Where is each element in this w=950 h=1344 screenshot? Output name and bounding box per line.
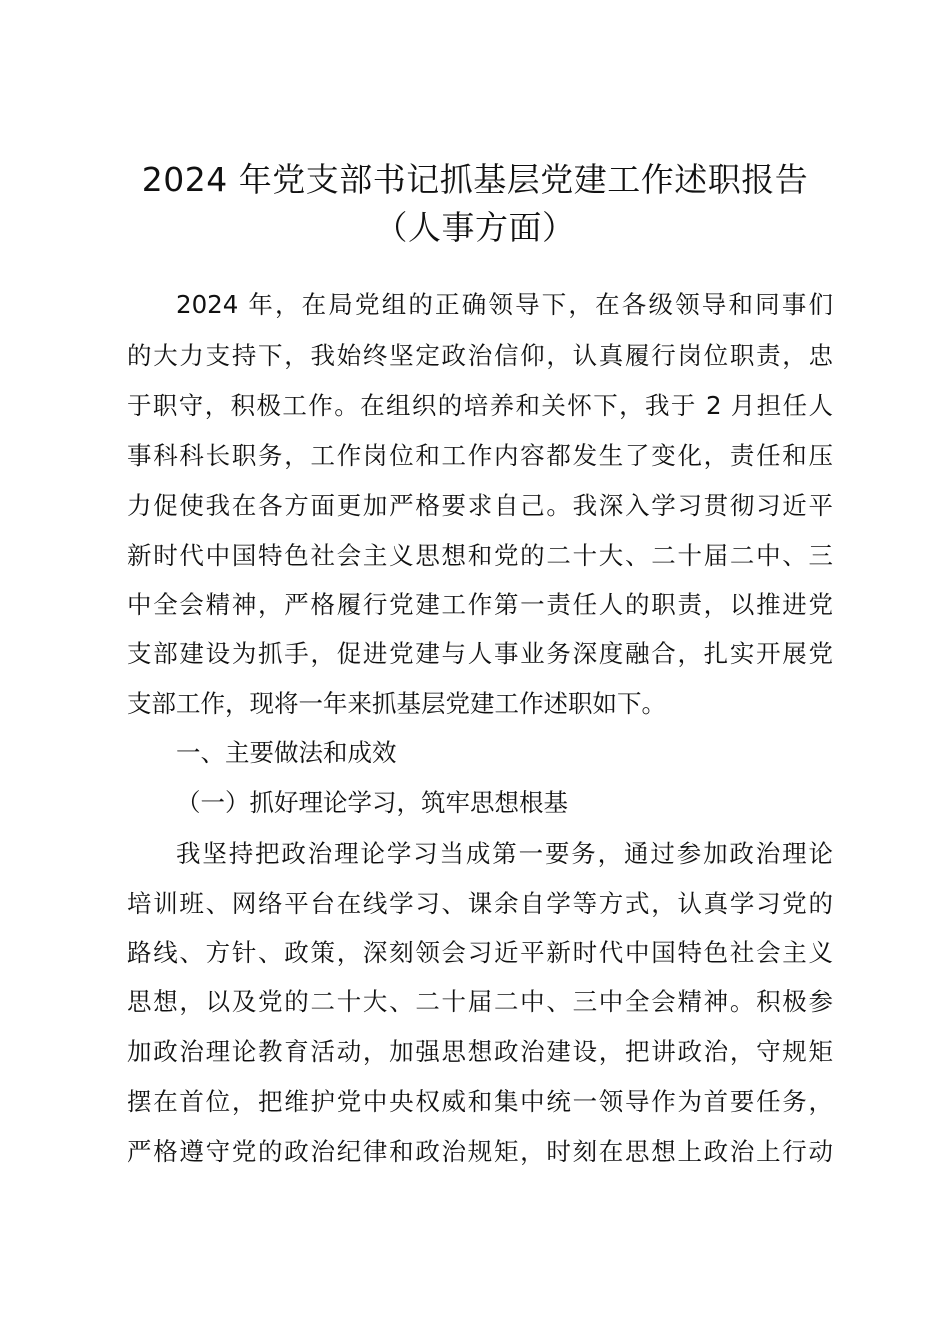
document-title-line-2: （人事方面）: [374, 208, 576, 247]
body-line: 支部工作，现将一年来抓基层党建工作述职如下。: [127, 689, 666, 718]
body-line: 2024 年，在局党组的正确领导下，在各级领导和同事们: [176, 290, 833, 319]
body-line: 加政治理论教育活动，加强思想政治建设，把讲政治，守规矩: [127, 1037, 833, 1066]
section-heading: 一、主要做法和成效: [176, 738, 397, 767]
subsection-heading: （一）抓好理论学习，筑牢思想根基: [176, 788, 568, 817]
body-line: 思想，以及党的二十大、二十届二中、三中全会精神。积极参: [127, 987, 833, 1016]
body-line: 路线、方针、政策，深刻领会习近平新时代中国特色社会主义: [127, 938, 833, 967]
document-title-line-1: 2024 年党支部书记抓基层党建工作述职报告: [141, 160, 809, 199]
body-line: 培训班、网络平台在线学习、课余自学等方式，认真学习党的: [127, 889, 833, 918]
body-line: 力促使我在各方面更加严格要求自己。我深入学习贯彻习近平: [127, 491, 833, 520]
body-line: 我坚持把政治理论学习当成第一要务，通过参加政治理论: [176, 839, 833, 868]
body-line: 中全会精神，严格履行党建工作第一责任人的职责，以推进党: [127, 590, 833, 619]
body-line: 支部建设为抓手，促进党建与人事业务深度融合，扎实开展党: [127, 639, 833, 668]
body-line: 于职守，积极工作。在组织的培养和关怀下，我于 2 月担任人: [127, 391, 833, 420]
body-line: 新时代中国特色社会主义思想和党的二十大、二十届二中、三: [127, 541, 833, 570]
body-line: 摆在首位，把维护党中央权威和集中统一领导作为首要任务，: [127, 1087, 833, 1116]
body-line: 严格遵守党的政治纪律和政治规矩，时刻在思想上政治上行动: [127, 1137, 833, 1166]
body-line: 的大力支持下，我始终坚定政治信仰，认真履行岗位职责，忠: [127, 341, 833, 370]
body-line: 事科科长职务，工作岗位和工作内容都发生了变化，责任和压: [127, 441, 833, 470]
